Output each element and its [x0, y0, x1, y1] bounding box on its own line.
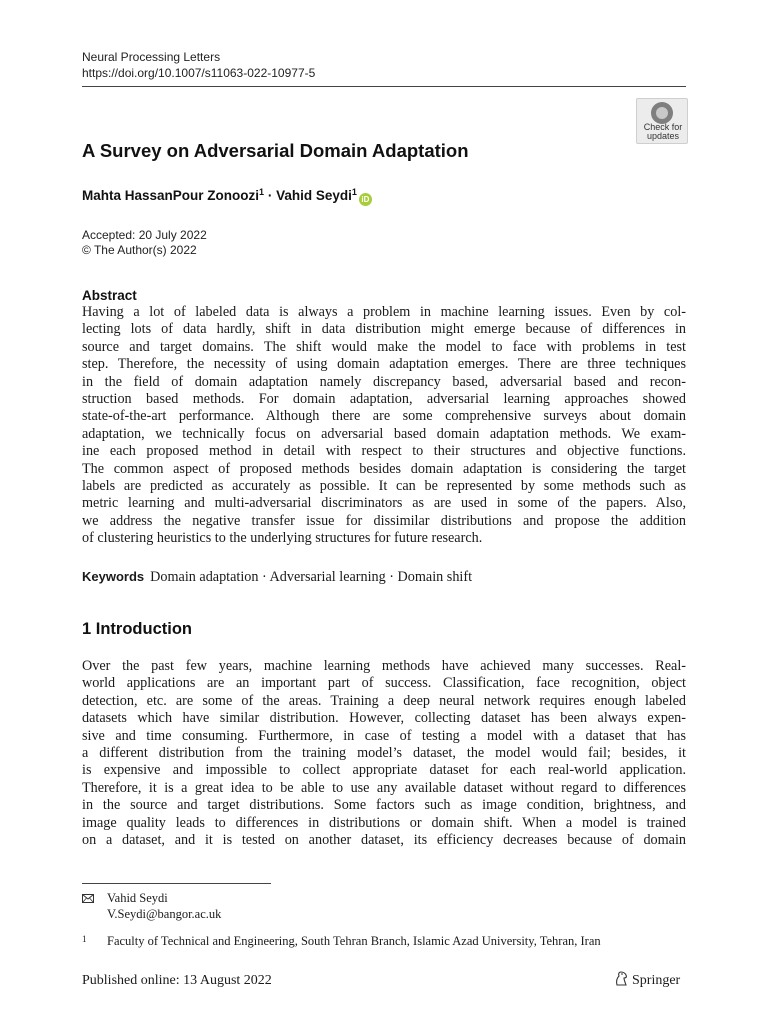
introduction-body	[82, 658, 686, 849]
intro-line: sive and time consuming. Furthermore, in case of testing a model with a dataset that has	[82, 727, 686, 744]
abstract-line: state-of-the-art performance. Although there are some comprehensive surveys about domain	[82, 408, 686, 425]
corresponding-author	[107, 891, 221, 922]
intro-line: image quality leads to differences in distributions or domain shift. When a model is trained	[82, 814, 686, 831]
abstract-line: we address the negative transfer issue for dissimilar distributions and propose the addition	[82, 512, 686, 529]
author-1[interactable]: Mahta HassanPour Zonoozi	[82, 188, 260, 203]
envelope-icon	[82, 894, 94, 903]
doi-link[interactable]: https://doi.org/10.1007/s11063-022-10977-5	[82, 66, 316, 80]
intro-line: datasets which have similar distribution. However, collecting dataset has been always expen-	[82, 710, 686, 727]
intro-line: world applications are an important part of success. Classification, face recognition, object	[82, 675, 686, 692]
intro-line: a different distribution from the training model’s dataset, the model would fail; besides, it	[82, 745, 686, 762]
journal-name: Neural Processing Letters	[82, 50, 221, 64]
keywords	[82, 569, 472, 586]
abstract-line: of clustering heuristics to the underlying structures for future research.	[82, 530, 483, 547]
badge-line-2: updates	[646, 131, 680, 141]
author-2[interactable]: Vahid Seydi	[276, 188, 352, 203]
footnote-rule	[82, 883, 271, 884]
intro-line: detection, etc. are some of the areas. Training a deep neural network requires enough labeled	[82, 692, 686, 709]
journal-header	[82, 49, 315, 81]
springer-horse-icon	[614, 971, 628, 986]
abstract-line: struction based methods. For domain adaptation, adversarial learning approaches showed	[82, 391, 686, 408]
article-dates	[82, 228, 207, 258]
author-1-affiliation: 1	[259, 187, 265, 197]
abstract-body	[82, 304, 686, 548]
publisher-name: Springer	[632, 973, 681, 988]
orcid-icon[interactable]: iD	[359, 193, 372, 206]
intro-line: Over the past few years, machine learning methods have achieved many successes. Real-	[82, 658, 686, 674]
abstract-line: Having a lot of labeled data is always a problem in machine learning issues. Even by col-	[82, 304, 686, 320]
abstract-line: step. Therefore, the necessity of using domain adaptation emerges. There are three techniques	[82, 356, 686, 373]
intro-line: Therefore, it is a great idea to be able to use any available dataset without regard to differences	[82, 779, 686, 796]
keywords-list: Domain adaptation · Adversarial learning · Domain shift	[150, 569, 473, 585]
corresponding-email[interactable]: V.Seydi@bangor.ac.uk	[107, 906, 222, 921]
check-for-updates-icon	[651, 102, 673, 124]
badge-line-1: Check for	[643, 122, 683, 132]
affiliation: Faculty of Technical and Engineering, South Tehran Branch, Islamic Azad University, Tehran, Iran	[107, 934, 601, 948]
abstract-line: source and target domains. The shift would make the model to face with problems in test	[82, 338, 686, 355]
section-heading-introduction: 1 Introduction	[82, 620, 192, 638]
published-online: Published online: 13 August 2022	[82, 973, 272, 988]
publisher-logo	[614, 971, 680, 989]
author-list	[82, 187, 372, 206]
intro-line: is expensive and impossible to collect appropriate dataset for each real-world application.	[82, 762, 686, 779]
abstract-line: ine each proposed method in detail with respect to their structures and objective functions.	[82, 443, 686, 460]
abstract-line: in the field of domain adaptation namely discrepancy based, adversarial based and recon-	[82, 373, 686, 390]
abstract-heading: Abstract	[82, 288, 137, 303]
intro-line: on a dataset, and it is tested on another dataset, its efficiency decreases because of domain	[82, 832, 686, 849]
corresponding-name: Vahid Seydi	[107, 891, 168, 905]
author-2-affiliation: 1	[351, 187, 357, 197]
article-title: A Survey on Adversarial Domain Adaptation	[82, 140, 469, 161]
intro-line: in the source and target distributions. Some factors such as image condition, brightness, and	[82, 797, 686, 814]
check-for-updates-badge[interactable]	[636, 98, 688, 144]
author-separator: ·	[267, 188, 273, 203]
affiliation-number: 1	[82, 934, 87, 944]
abstract-line: The common aspect of proposed methods besides domain adaptation is considering the target	[82, 460, 686, 477]
abstract-line: labels are predicted as accurately as possible. It can be represented by some methods such as	[82, 478, 686, 495]
keywords-label: Keywords	[82, 569, 145, 584]
header-rule	[82, 86, 686, 87]
accepted-date: Accepted: 20 July 2022	[82, 228, 207, 242]
abstract-line: adaptation, we technically focus on adversarial based domain adaptation methods. We exam-	[82, 425, 686, 442]
abstract-line: lecting lots of data hardly, shift in data distribution might emerge because of differences in	[82, 321, 686, 338]
abstract-line: metric learning and multi-adversarial discriminators as are used in some of the papers. Also,	[82, 495, 686, 512]
copyright: © The Author(s) 2022	[82, 243, 197, 257]
